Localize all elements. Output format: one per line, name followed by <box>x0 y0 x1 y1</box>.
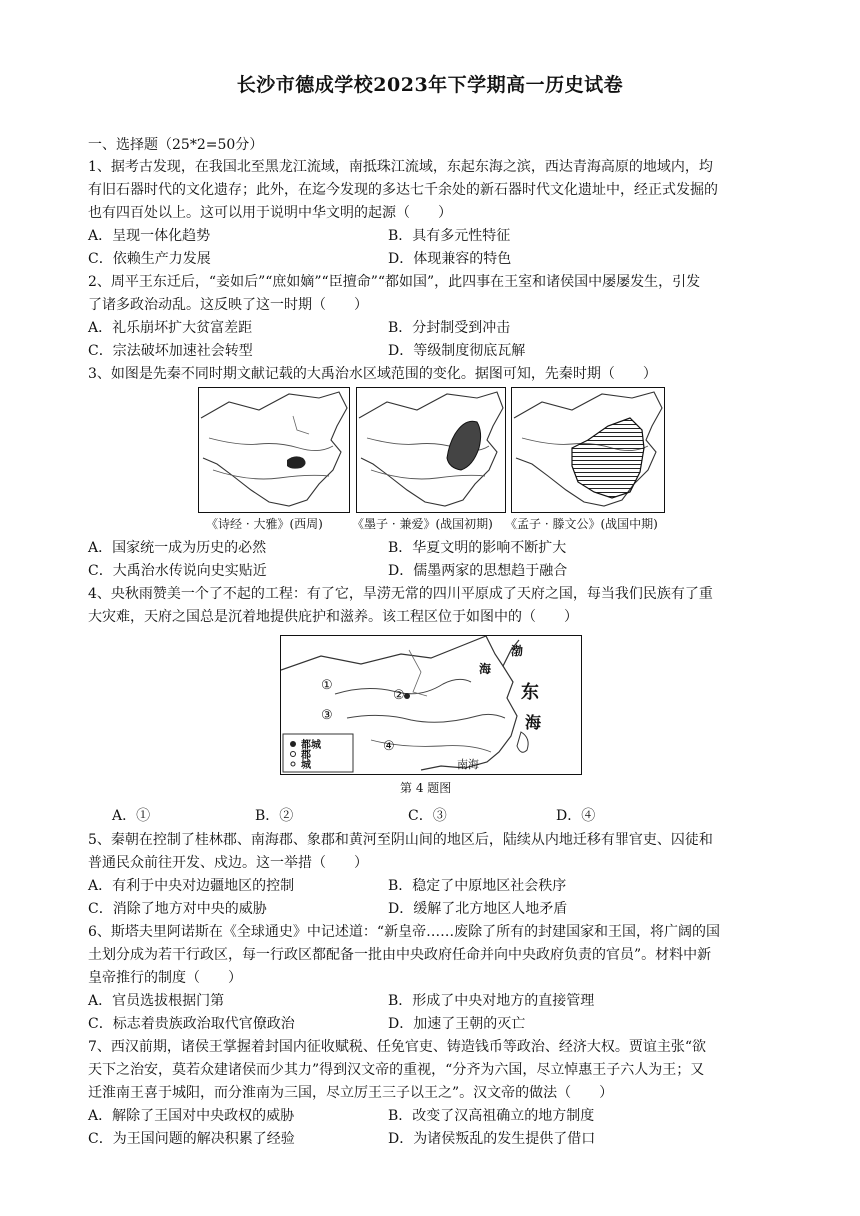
q6-option-a[interactable]: A．官员选拔根据门第 <box>88 993 225 1009</box>
question-2-line-1: 2、周平王东迁后，“妾如后”“庶如嫡”“臣擅命”“都如国”，此四事在王室和诸侯国中屡屡发生，引发 <box>88 274 701 290</box>
q1-option-d[interactable]: D．体现兼容的特色 <box>388 251 512 267</box>
q5-option-d[interactable]: D．缓解了北方地区人地矛盾 <box>388 901 568 917</box>
question-3-line-1: 3、如图是先秦不同时期文献记载的大禹治水区域范围的变化。据图可知，先秦时期（ ） <box>88 366 657 382</box>
bohai-label-2: 海 <box>479 662 492 676</box>
map-marker-4[interactable]: ④ <box>383 739 395 754</box>
question-6-line-1: 6、斯塔夫里阿诺斯在《全球通史》中记述道：“新皇帝……废除了所有的封建国家和王国，将广阔的国 <box>88 924 721 940</box>
q7-option-c[interactable]: C．为王国问题的解决积累了经验 <box>88 1131 295 1147</box>
q1-option-b[interactable]: B．具有多元性特征 <box>388 228 511 244</box>
question-7-line-2: 天下之治安，莫若众建诸侯而少其力”得到汉文帝的重视，“分齐为六国，尽立悼惠王子六人为王；又 <box>88 1062 705 1078</box>
china-outline-map-1 <box>199 388 349 512</box>
question-5-line-2: 普通民众前往开发、戍边。这一举措（ ） <box>88 855 368 871</box>
q7-option-a[interactable]: A．解除了王国对中央政权的威胁 <box>88 1108 295 1124</box>
q2-option-c[interactable]: C．宗法破坏加速社会转型 <box>88 343 253 359</box>
q3-option-b[interactable]: B．华夏文明的影响不断扩大 <box>388 540 567 556</box>
map-marker-1[interactable]: ① <box>321 678 333 693</box>
q4-option-a[interactable]: A．① <box>112 808 151 824</box>
figure-4-caption: 第 4 题图 <box>400 781 452 795</box>
china-outline-map-3 <box>512 388 664 512</box>
question-5-line-1: 5、秦朝在控制了桂林郡、南海郡、象郡和黄河至阴山间的地区后，陆续从内地迁移有罪官吏、囚徒和 <box>88 832 713 848</box>
map-marker-2[interactable]: ② <box>393 688 405 703</box>
q3-option-c[interactable]: C．大禹治水传说向史实贴近 <box>88 563 267 579</box>
q1-option-a[interactable]: A．呈现一体化趋势 <box>88 228 211 244</box>
question-1-line-1: 1、据考古发现，在我国北至黑龙江流域，南抵珠江流域，东起东海之滨，西达青海高原的地域内，均 <box>88 159 713 175</box>
capital-marker <box>404 693 410 699</box>
map-xizhou <box>198 387 350 513</box>
q4-option-d[interactable]: D．④ <box>556 808 596 824</box>
q3-option-a[interactable]: A．国家统一成为历史的必然 <box>88 540 267 556</box>
question-1-line-2: 有旧石器时代的文化遗存；此外，在迄今发现的多达七千余处的新石器时代文化遗址中，经正式发掘的 <box>88 182 718 198</box>
q5-option-c[interactable]: C．消除了地方对中央的威胁 <box>88 901 267 917</box>
q2-option-a[interactable]: A．礼乐崩坏扩大贫富差距 <box>88 320 253 336</box>
question-7-line-1: 7、西汉前期，诸侯王掌握着封国内征收赋税、任免官吏、铸造钱币等政治、经济大权。贾谊主张“欲 <box>88 1039 707 1055</box>
question-1-line-3: 也有四百处以上。这可以用于说明中华文明的起源（ ） <box>88 205 452 221</box>
q6-option-c[interactable]: C．标志着贵族政治取代官僚政治 <box>88 1016 295 1032</box>
qin-territory-map <box>281 636 581 774</box>
q4-option-c[interactable]: C．③ <box>408 808 447 824</box>
map-zhanguo-early <box>356 387 506 513</box>
question-4-line-2: 大灾难，天府之国总是沉着地提供庇护和滋养。该工程区位于如图中的（ ） <box>88 609 578 625</box>
region-xizhou <box>287 456 306 468</box>
donghai-label-2: 海 <box>525 713 542 732</box>
question-6-line-3: 皇帝推行的制度（ ） <box>88 970 242 986</box>
exam-title: 长沙市德成学校2023年下学期高一历史试卷 <box>236 74 624 96</box>
map-caption-2: 《墨子 · 兼爱》(战国初期) <box>352 517 493 531</box>
q6-option-b[interactable]: B．形成了中央对地方的直接管理 <box>388 993 595 1009</box>
region-zhanguo-early <box>447 421 481 470</box>
question-6-line-2: 土划分成为若干行政区，每一行政区都配备一批由中央政府任命并向中央政府负责的官员”。材料中新 <box>88 947 712 963</box>
section-heading: 一、选择题（25*2=50分） <box>88 137 264 153</box>
question-7-line-3: 迁淮南王喜于城阳，而分淮南为三国，尽立厉王三子以王之”。汉文帝的做法（ ） <box>88 1085 614 1101</box>
q2-option-d[interactable]: D．等级制度彻底瓦解 <box>388 343 526 359</box>
q4-option-b[interactable]: B．② <box>255 808 294 824</box>
china-outline-map-2 <box>357 388 505 512</box>
q6-option-d[interactable]: D．加速了王朝的灭亡 <box>388 1016 526 1032</box>
bohai-label-1: 渤 <box>511 644 524 658</box>
qin-map <box>280 635 582 775</box>
nanhai-label: 南海 <box>457 758 479 771</box>
legend-city-label: 城 <box>301 760 311 771</box>
question-4-line-1: 4、央秋雨赞美一个了不起的工程：有了它，旱涝无常的四川平原成了天府之国，每当我们民族有了重 <box>88 586 713 602</box>
map-zhanguo-middle <box>511 387 665 513</box>
legend-capital-label: 都城 <box>301 740 321 751</box>
donghai-label-1: 东 <box>521 682 539 703</box>
q7-option-b[interactable]: B．改变了汉高祖确立的地方制度 <box>388 1108 595 1124</box>
map-caption-3: 《孟子 · 滕文公》(战国中期) <box>505 517 658 531</box>
region-zhanguo-middle <box>572 418 644 498</box>
legend-capital-symbol <box>290 741 296 747</box>
q7-option-d[interactable]: D．为诸侯叛乱的发生提供了借口 <box>388 1131 596 1147</box>
q2-option-b[interactable]: B．分封制受到冲击 <box>388 320 511 336</box>
q3-option-d[interactable]: D．儒墨两家的思想趋于融合 <box>388 563 568 579</box>
map-marker-3[interactable]: ③ <box>321 708 333 723</box>
q5-option-b[interactable]: B．稳定了中原地区社会秩序 <box>388 878 567 894</box>
q5-option-a[interactable]: A．有利于中央对边疆地区的控制 <box>88 878 295 894</box>
question-2-line-2: 了诸多政治动乱。这反映了这一时期（ ） <box>88 297 368 313</box>
legend-commandery-label: 郡 <box>301 750 311 761</box>
map-caption-1: 《诗经 · 大雅》(西周) <box>206 517 323 531</box>
q1-option-c[interactable]: C．依赖生产力发展 <box>88 251 211 267</box>
